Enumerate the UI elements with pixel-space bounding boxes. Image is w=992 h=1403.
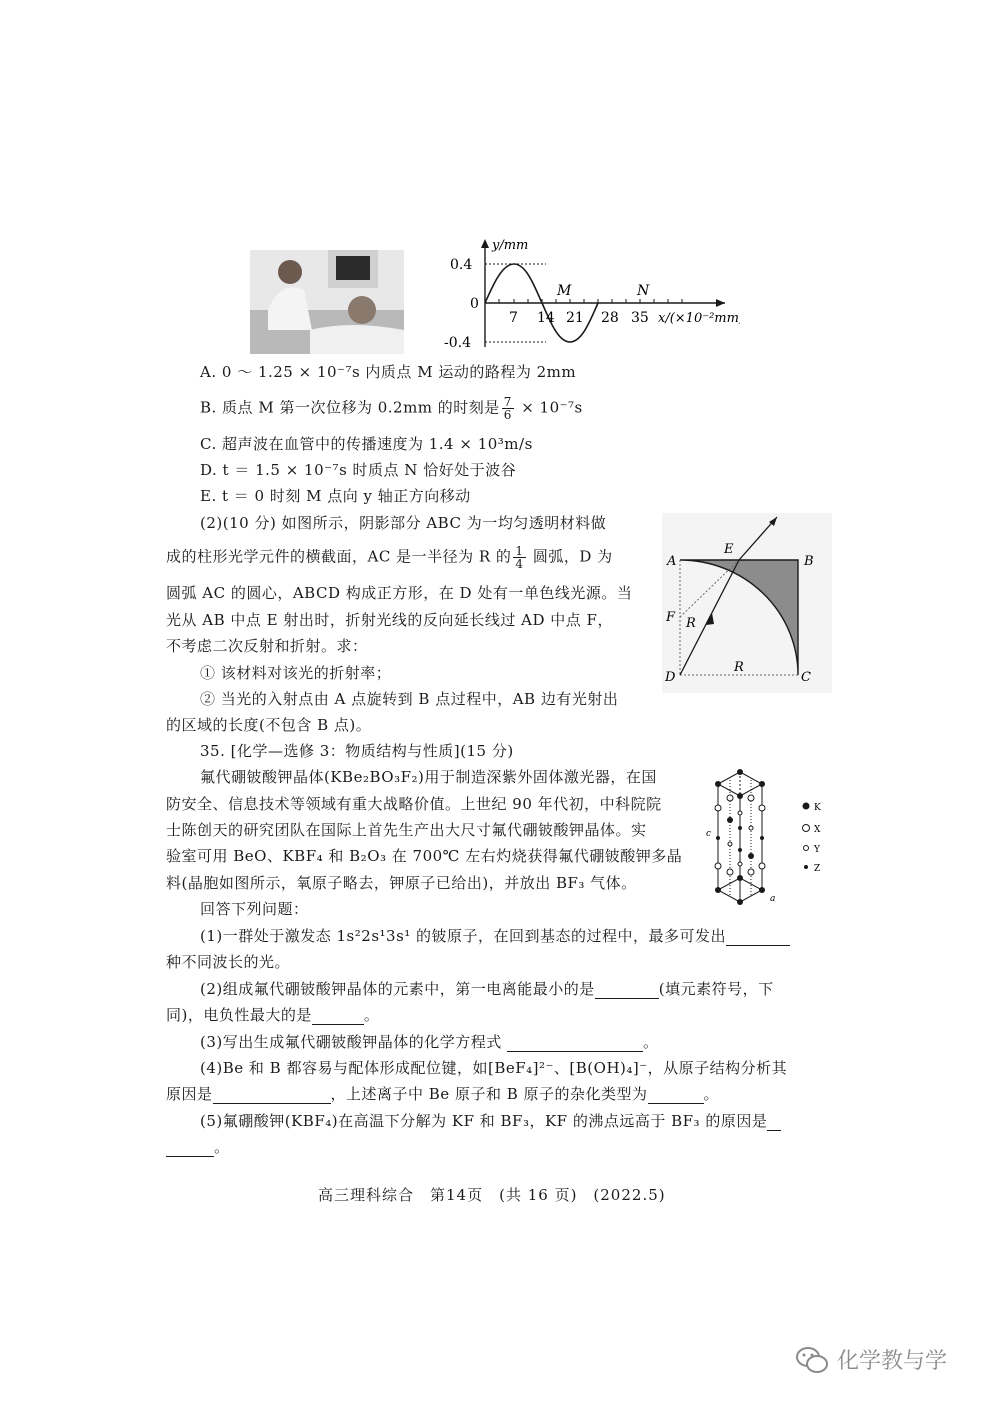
answer-blank[interactable]	[507, 1037, 643, 1052]
q35-sub1: (1)一群处于激发态 1s²2s¹3s¹ 的铍原子，在回到基态的过程中，最多可发出	[200, 926, 790, 946]
q2-line: 光从 AB 中点 E 射出时，折射光线的反向延长线过 AD 中点 F，	[166, 611, 613, 629]
q35-sub3: (3)写出生成氟代硼铍酸钾晶体的化学方程式 。	[200, 1033, 659, 1051]
q2-line: 的区域的长度(不包含 B 点)。	[166, 716, 372, 734]
watermark	[795, 1344, 947, 1375]
answer-blank[interactable]	[213, 1089, 331, 1104]
legend-y-label: Y	[814, 845, 820, 855]
q35-paragraph: 料(晶胞如图所示，氧原子略去，钾原子已给出)，并放出 BF₃ 气体。	[166, 874, 637, 892]
radius-label: R	[686, 616, 696, 631]
q2-line: ① 该材料对该光的折射率；	[200, 664, 392, 682]
wechat-icon	[795, 1345, 829, 1375]
x-tick-label: 35	[631, 310, 649, 326]
q2-line: 圆弧 AC 的圆心，ABCD 构成正方形，在 D 处有一单色线光源。当	[166, 584, 633, 602]
q35-title: 35. [化学—选修 3：物质结构与性质](15 分)	[200, 742, 514, 760]
prism-diagram	[662, 513, 832, 693]
point-n-label: N	[637, 283, 650, 299]
vertex-a-label: A	[667, 554, 677, 569]
q2-line: (2)(10 分) 如图所示，阴影部分 ABC 为一均匀透明材料做	[200, 514, 607, 532]
option-d: D. t ＝ 1.5 × 10⁻⁷s 时质点 N 恰好处于波谷	[200, 461, 517, 479]
q2-line: ② 当光的入射点由 A 点旋转到 B 点过程中，AB 边有光射出	[200, 690, 619, 708]
q35-sub4-cont: 原因是 ，上述离子中 Be 原子和 B 原子的杂化类型为 。	[166, 1085, 720, 1103]
point-m-label: M	[557, 283, 572, 299]
x-tick-label: 14	[537, 310, 555, 326]
q2-line: 不考虑二次反射和折射。求：	[166, 637, 368, 655]
answer-blank[interactable]	[595, 984, 659, 999]
y-tick-label: 0	[470, 296, 479, 312]
answer-blank[interactable]	[312, 1010, 364, 1025]
point-f-label: F	[666, 610, 676, 625]
answer-blank[interactable]	[648, 1089, 704, 1104]
legend-x-label: X	[814, 825, 821, 835]
fraction: $\frac{7}{6}$	[503, 395, 512, 422]
x-tick-label: 28	[601, 310, 619, 326]
vertex-b-label: B	[804, 554, 814, 569]
q35-sub5-cont: 。	[166, 1137, 230, 1157]
crystal-cell-diagram	[700, 768, 830, 908]
legend-k-label: K	[814, 803, 821, 813]
option-a: A. 0 ～ 1.25 × 10⁻⁷s 内质点 M 运动的路程为 2mm	[200, 363, 577, 381]
option-c: C. 超声波在血管中的传播速度为 1.4 × 10³m/s	[200, 435, 533, 453]
q35-sub5: (5)氟硼酸钾(KBF₄)在高温下分解为 KF 和 BF₃，KF 的沸点远高于 BF₃ 的原因是	[200, 1111, 781, 1131]
q2-line: 成的柱形光学元件的横截面，AC 是一半径为 R 的 $\frac{1}{4}$ 圆弧，D 为	[166, 544, 613, 571]
x-axis-label: x/(×10⁻²mm)	[658, 311, 740, 326]
y-tick-label: 0.4	[450, 257, 473, 273]
ultrasound-photo	[250, 250, 404, 354]
radius-label: R	[734, 660, 744, 675]
axis-c-label: c	[706, 829, 712, 839]
y-axis-label: y/mm	[492, 238, 529, 253]
page-footer: 高三理科综合 第14页 (共 16 页) (2022.5)	[318, 1186, 666, 1204]
option-b-unit: × 10⁻⁷s	[515, 398, 583, 417]
x-tick-label: 7	[509, 310, 518, 326]
q35-intro: 回答下列问题：	[200, 900, 309, 918]
q35-paragraph: 士陈创天的研究团队在国际上首先生产出大尺寸氟代硼铍酸钾晶体。实	[166, 821, 647, 839]
q35-sub2-cont: 同)，电负性最大的是 。	[166, 1006, 380, 1024]
q35-paragraph: 氟代硼铍酸钾晶体(KBe₂BO₃F₂)用于制造深紫外固体激光器，在国	[200, 768, 657, 786]
point-e-label: E	[724, 542, 734, 557]
watermark-text: 化学教与学	[837, 1349, 948, 1374]
option-b	[200, 396, 583, 421]
answer-blank[interactable]	[767, 1116, 781, 1131]
axis-a-label: a	[770, 894, 776, 904]
wave-graph	[440, 235, 740, 350]
x-tick-label: 21	[566, 310, 584, 326]
option-e: E. t ＝ 0 时刻 M 点向 y 轴正方向移动	[200, 487, 471, 505]
q35-paragraph: 防安全、信息技术等领域有重大战略价值。上世纪 90 年代初，中科院院	[166, 795, 662, 813]
legend-z-label: Z	[814, 864, 821, 874]
answer-blank[interactable]	[726, 931, 790, 946]
q35-sub4: (4)Be 和 B 都容易与配体形成配位键，如[BeF₄]²⁻、[B(OH)₄]⁻，从原子结构分析其	[200, 1059, 788, 1077]
q35-paragraph: 验室可用 BeO、KBF₄ 和 B₂O₃ 在 700℃ 左右灼烧获得氟代硼铍酸钾多晶	[166, 847, 683, 865]
option-b-text: B. 质点 M 第一次位移为 0.2mm 的时刻是	[200, 398, 500, 417]
q35-sub1-cont: 种不同波长的光。	[166, 953, 291, 971]
answer-blank[interactable]	[166, 1142, 214, 1157]
fraction: $\frac{1}{4}$	[515, 544, 524, 571]
q35-sub2: (2)组成氟代硼铍酸钾晶体的元素中，第一电离能最小的是 (填元素符号，下	[200, 980, 774, 998]
y-tick-label: -0.4	[444, 335, 471, 350]
vertex-c-label: C	[801, 670, 811, 685]
vertex-d-label: D	[665, 670, 676, 685]
